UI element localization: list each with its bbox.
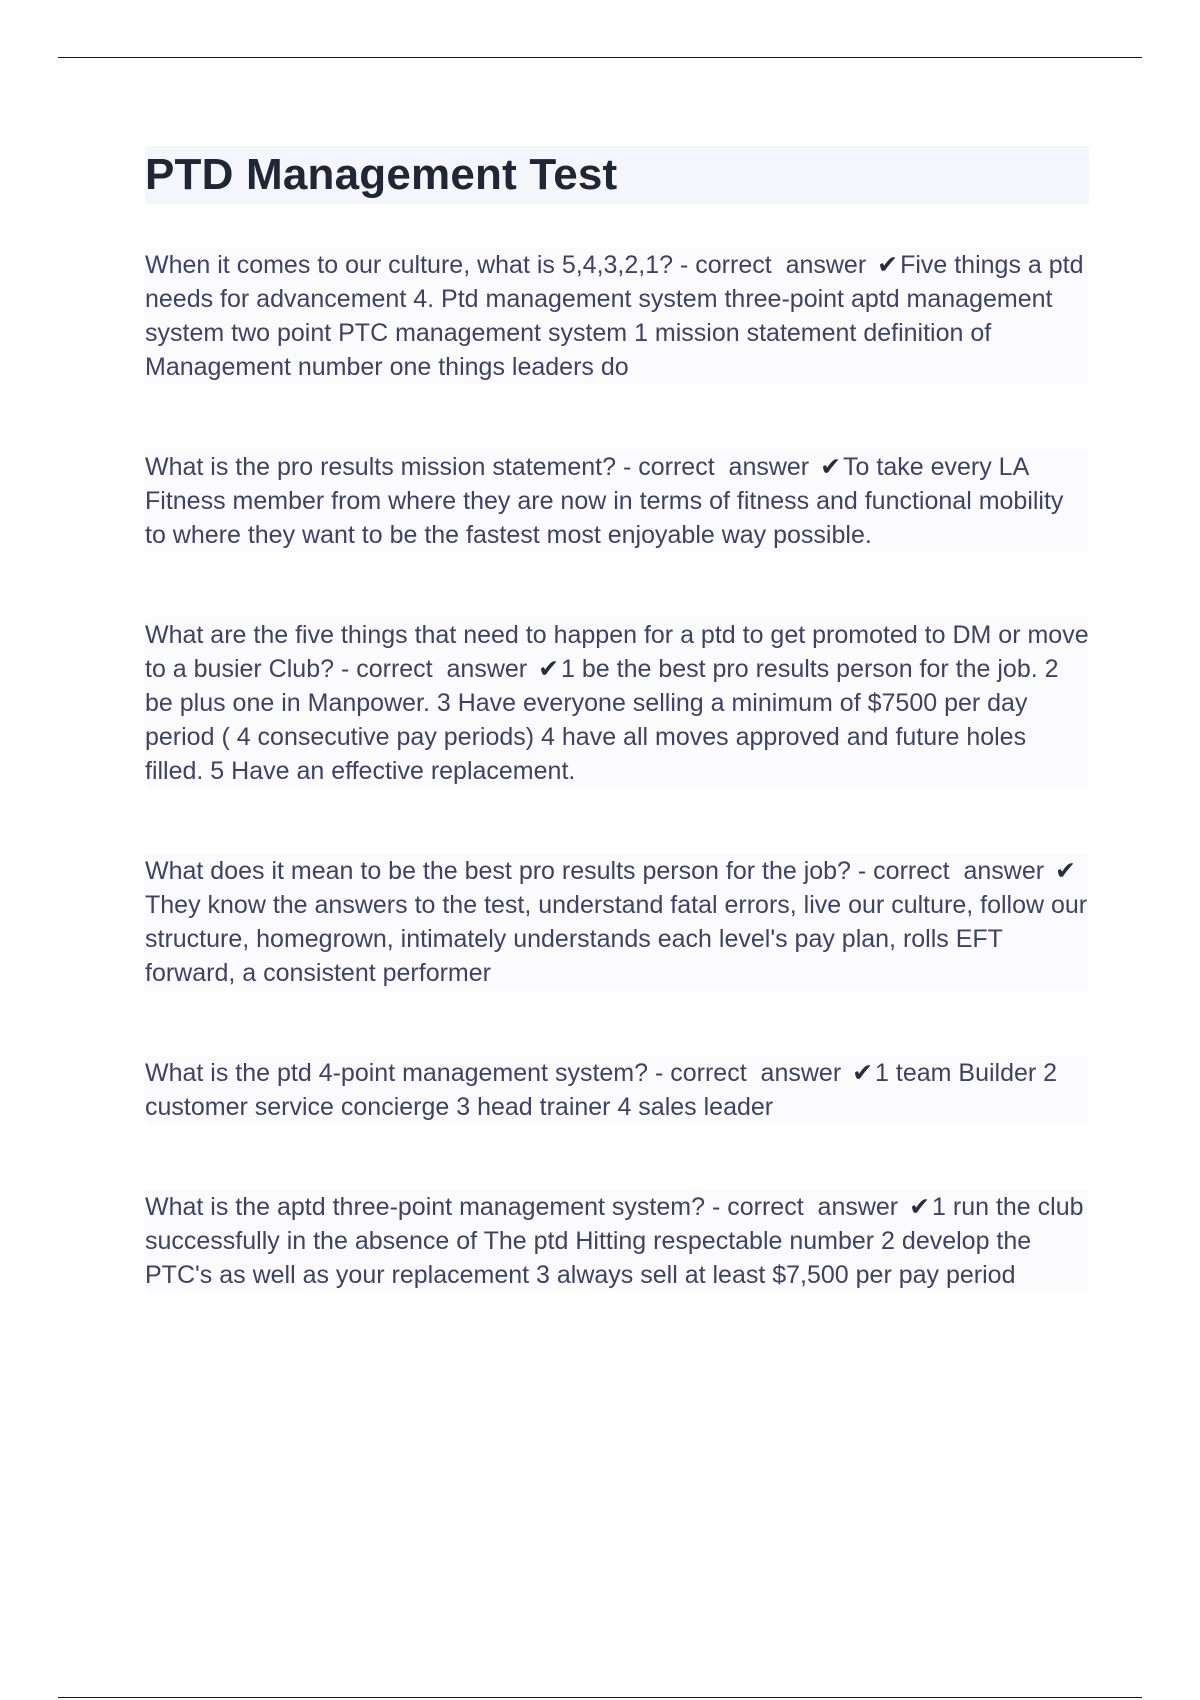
answer-text: 1 team Builder 2 customer service concierge 3 head trainer 4 sales leader (145, 1059, 1058, 1121)
answer-marker: - correct answer (711, 1193, 906, 1221)
answer-marker: - correct answer (340, 655, 535, 683)
qa-item (145, 1056, 1089, 1124)
document-body (145, 146, 1089, 1292)
page-top-rule (58, 57, 1142, 58)
check-mark-icon: ✔ (538, 655, 560, 683)
answer-marker: - correct answer (654, 1059, 849, 1087)
qa-item (145, 854, 1089, 990)
qa-item (145, 1190, 1089, 1292)
answer-marker: - correct answer (680, 251, 874, 279)
question-text: What is the ptd 4-point management system? (145, 1059, 655, 1087)
qa-item (145, 450, 1089, 552)
check-mark-icon: ✔ (909, 1193, 931, 1221)
check-mark-icon: ✔ (877, 251, 899, 279)
question-text: What is the pro results mission statement? (145, 453, 623, 481)
answer-text: They know the answers to the test, understand fatal errors, live our culture, follow our structure, homegrown, intimately understands each level's pay plan, rolls EFT forward, a consistent performer (145, 891, 1088, 987)
check-mark-icon: ✔ (852, 1059, 874, 1087)
document-title: PTD Management Test (145, 150, 618, 199)
page-bottom-rule (58, 1697, 1142, 1698)
qa-item (145, 618, 1089, 788)
question-text: What does it mean to be the best pro results person for the job? (145, 857, 858, 885)
qa-item (145, 248, 1089, 384)
answer-text: To take every LA Fitness member from where they are now in terms of fitness and functional mobility to where they want to be the fastest most enjoyable way possible. (145, 453, 1064, 549)
question-text: What are the five things that need to happen for a ptd to get promoted to DM or move to a busier Club? (145, 621, 1089, 683)
answer-text: 1 be the best pro results person for the job. 2 be plus one in Manpower. 3 Have everyone selling a minimum of $7500 per day period ( 4 consecutive pay periods) 4 have all moves approved and future holes filled. 5 Have an effective replacement. (145, 655, 1059, 785)
title-band (145, 146, 1089, 204)
question-text: What is the aptd three-point management system? (145, 1193, 712, 1221)
answer-text: Five things a ptd needs for advancement 4. Ptd management system three-point aptd management system two point PTC management system 1 mission statement definition of Management number one things leaders do (145, 251, 1084, 381)
qa-list (145, 248, 1089, 1292)
answer-marker: - correct answer (622, 453, 817, 481)
answer-text: 1 run the club successfully in the absence of The ptd Hitting respectable number 2 develop the PTC's as well as your replacement 3 always sell at least $7,500 per pay period (145, 1193, 1084, 1289)
check-mark-icon: ✔ (1055, 857, 1076, 885)
answer-marker: - correct answer (857, 857, 1052, 885)
question-text: When it comes to our culture, what is 5,4,3,2,1? (145, 251, 680, 279)
check-mark-icon: ✔ (820, 453, 842, 481)
